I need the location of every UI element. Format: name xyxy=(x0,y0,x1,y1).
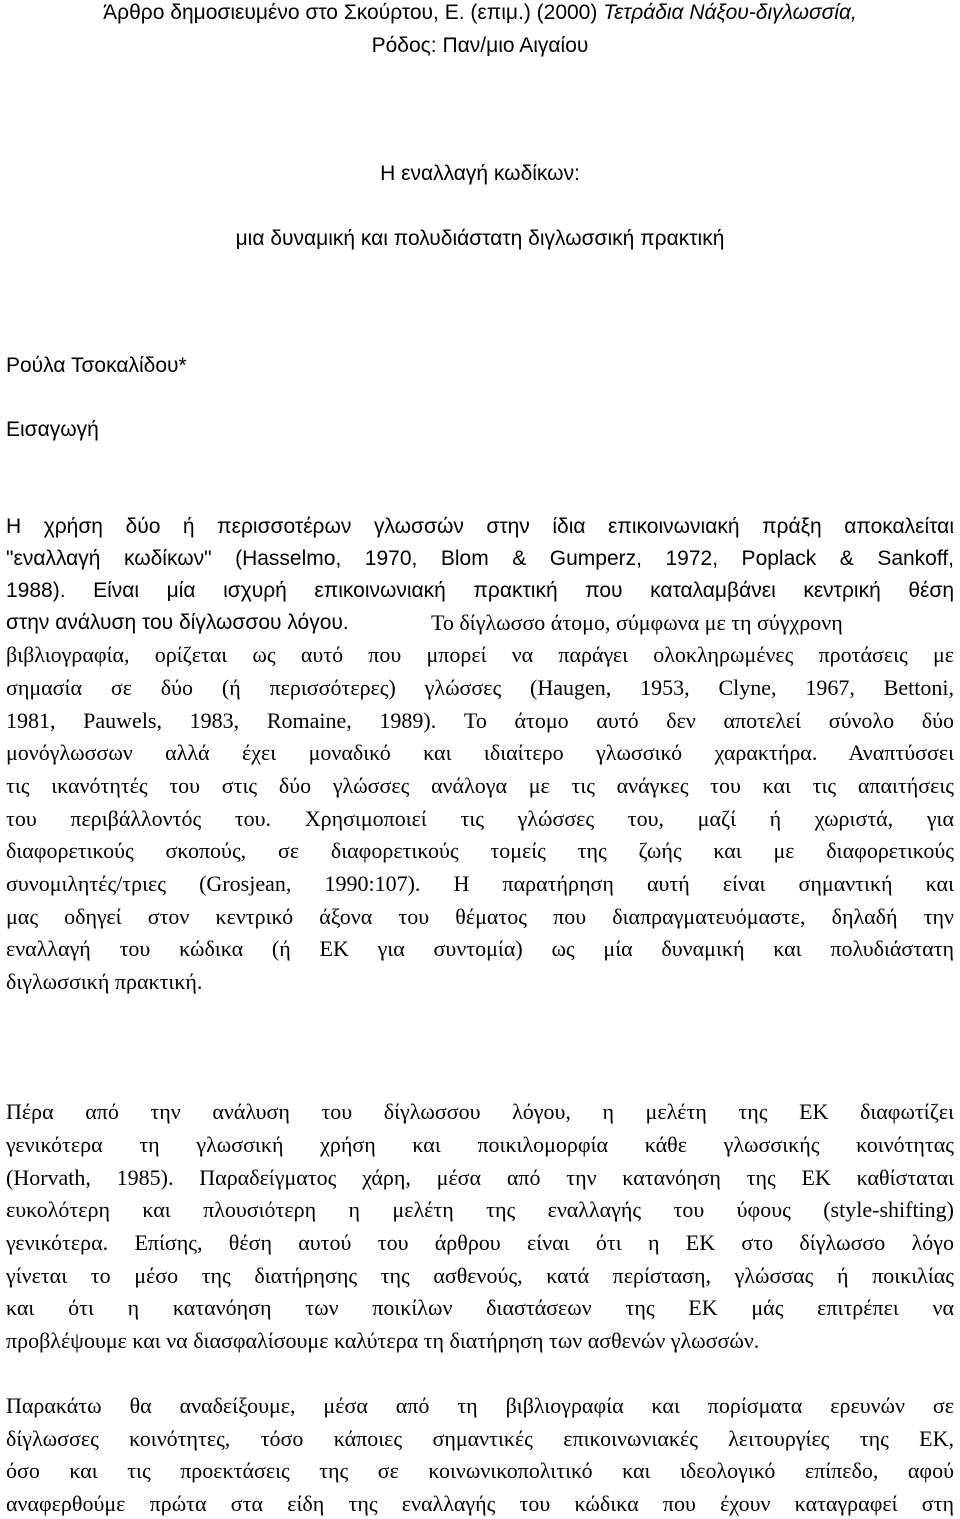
p1-line-7: 1981, Pauwels, 1983, Romaine, 1989). Το άτομο αυτό δεν αποτελεί σύνολο δύο xyxy=(6,708,954,733)
p1-line-4-sans: στην ανάλυση του δίγλωσσου λόγου. xyxy=(6,611,349,634)
p1-line-15: διγλωσσική πρακτική. xyxy=(6,969,203,994)
p1-line-10: του περιβάλλοντός του. Χρησιμοποιεί τις γλώσσες του, μαζί ή χωριστά, για xyxy=(6,806,954,831)
p3-line-3: όσο και τις προεκτάσεις της σε κοινωνικοπολιτικό και ιδεολογικό επίπεδο, αφού xyxy=(6,1458,954,1483)
p1-line-8: μονόγλωσσων αλλά έχει μοναδικό και ιδιαίτερο γλωσσικό χαρακτήρα. Αναπτύσσει xyxy=(6,740,954,765)
p3-line-2: δίγλωσσες κοινότητες, τόσο κάποιες σημαντικές επικοινωνιακές λειτουργίες της ΕΚ, xyxy=(6,1426,954,1451)
p1-line-6: σημασία σε δύο (ή περισσότερες) γλώσσες (Haugen, 1953, Clyne, 1967, Bettoni, xyxy=(6,675,954,700)
p2-line-1: Πέρα από την ανάλυση του δίγλωσσου λόγου, η μελέτη της ΕΚ διαφωτίζει xyxy=(6,1099,954,1124)
p1-line-2: "εναλλαγή κωδίκων" (Hasselmo, 1970, Blom & Gumperz, 1972, Poplack & Sankoff, xyxy=(6,547,954,570)
p2-line-3: (Horvath, 1985). Παραδείγματος χάρη, μέσα από την κατανόηση της ΕΚ καθίσταται xyxy=(6,1165,954,1190)
p1-line-13: μας οδηγεί στον κεντρικό άξονα του θέματος που διαπραγματευόμαστε, δηλαδή την xyxy=(6,904,954,929)
publication-note xyxy=(0,2,960,23)
p1-line-12: συνομιλητές/τριες (Grosjean, 1990:107). Η παρατήρηση αυτή είναι σημαντική και xyxy=(6,871,954,896)
p1-line-14: εναλλαγή του κώδικα (ή ΕΚ για συντομία) ως μία δυναμική και πολυδιάστατη xyxy=(6,936,954,961)
section-heading: Εισαγωγή xyxy=(6,418,99,441)
p2-line-5: γενικότερα. Επίσης, θέση αυτού του άρθρου είναι ότι η ΕΚ στο δίγλωσσο λόγο xyxy=(6,1230,954,1255)
publication-note-plain: Άρθρο δημοσιευμένο στο Σκούρτου, Ε. (επιμ.) (2000) xyxy=(103,1,604,24)
p3-line-4: αναφερθούμε πρώτα στα είδη της εναλλαγής του κώδικα που έχουν καταγραφεί στη xyxy=(6,1491,954,1516)
article-title-line1: Η εναλλαγή κωδίκων: xyxy=(380,162,580,185)
p2-line-7: και ότι η κατανόηση των ποικίλων διαστάσεων της ΕΚ μάς επιτρέπει να xyxy=(6,1295,954,1320)
p1-line-5: βιβλιογραφία, ορίζεται ως αυτό που μπορεί να παράγει ολοκληρωμένες προτάσεις με xyxy=(6,642,954,667)
p1-line-4b: Το δίγλωσσο άτομο, σύμφωνα με τη σύγχρονη xyxy=(431,610,843,635)
p2-line-4: ευκολότερη και πλουσιότερη η μελέτη της εναλλαγής του ύφους (style-shifting) xyxy=(6,1197,954,1222)
p1-line-1: Η χρήση δύο ή περισσοτέρων γλωσσών στην ίδια επικοινωνιακή πράξη αποκαλείται xyxy=(6,515,954,538)
p2-line-6: γίνεται το μέσο της διατήρησης της ασθενούς, κατά περίσταση, γλώσσας ή ποικιλίας xyxy=(6,1263,954,1288)
publication-note-italic: Τετράδια Νάξου-διγλωσσία, xyxy=(603,1,857,24)
p3-line-1: Παρακάτω θα αναδείξουμε, μέσα από τη βιβλιογραφία και πορίσματα ερευνών σε xyxy=(6,1393,954,1418)
p1-line-11: διαφορετικούς σκοπούς, σε διαφορετικούς τομείς της ζωής και με διαφορετικούς xyxy=(6,838,954,863)
article-title-line2: μια δυναμική και πολυδιάστατη διγλωσσική πρακτική xyxy=(235,227,725,250)
p1-line-3: 1988). Είναι μία ισχυρή επικοινωνιακή πρακτική που καταλαμβάνει κεντρική θέση xyxy=(6,579,954,602)
p1-line-4a xyxy=(6,612,349,633)
p2-line-8: προβλέψουμε και να διασφαλίσουμε καλύτερα τη διατήρηση των ασθενών γλωσσών. xyxy=(6,1328,760,1353)
p1-line-9: τις ικανότητές του στις δύο γλώσσες ανάλογα με τις ανάγκες του και τις απαιτήσεις xyxy=(6,773,954,798)
publication-place: Ρόδος: Παν/μιο Αιγαίου xyxy=(371,34,589,57)
p2-line-2: γενικότερα τη γλωσσική χρήση και ποικιλομορφία κάθε γλωσσικής κοινότητας xyxy=(6,1132,954,1157)
author-name: Ρούλα Τσοκαλίδου* xyxy=(6,354,187,377)
